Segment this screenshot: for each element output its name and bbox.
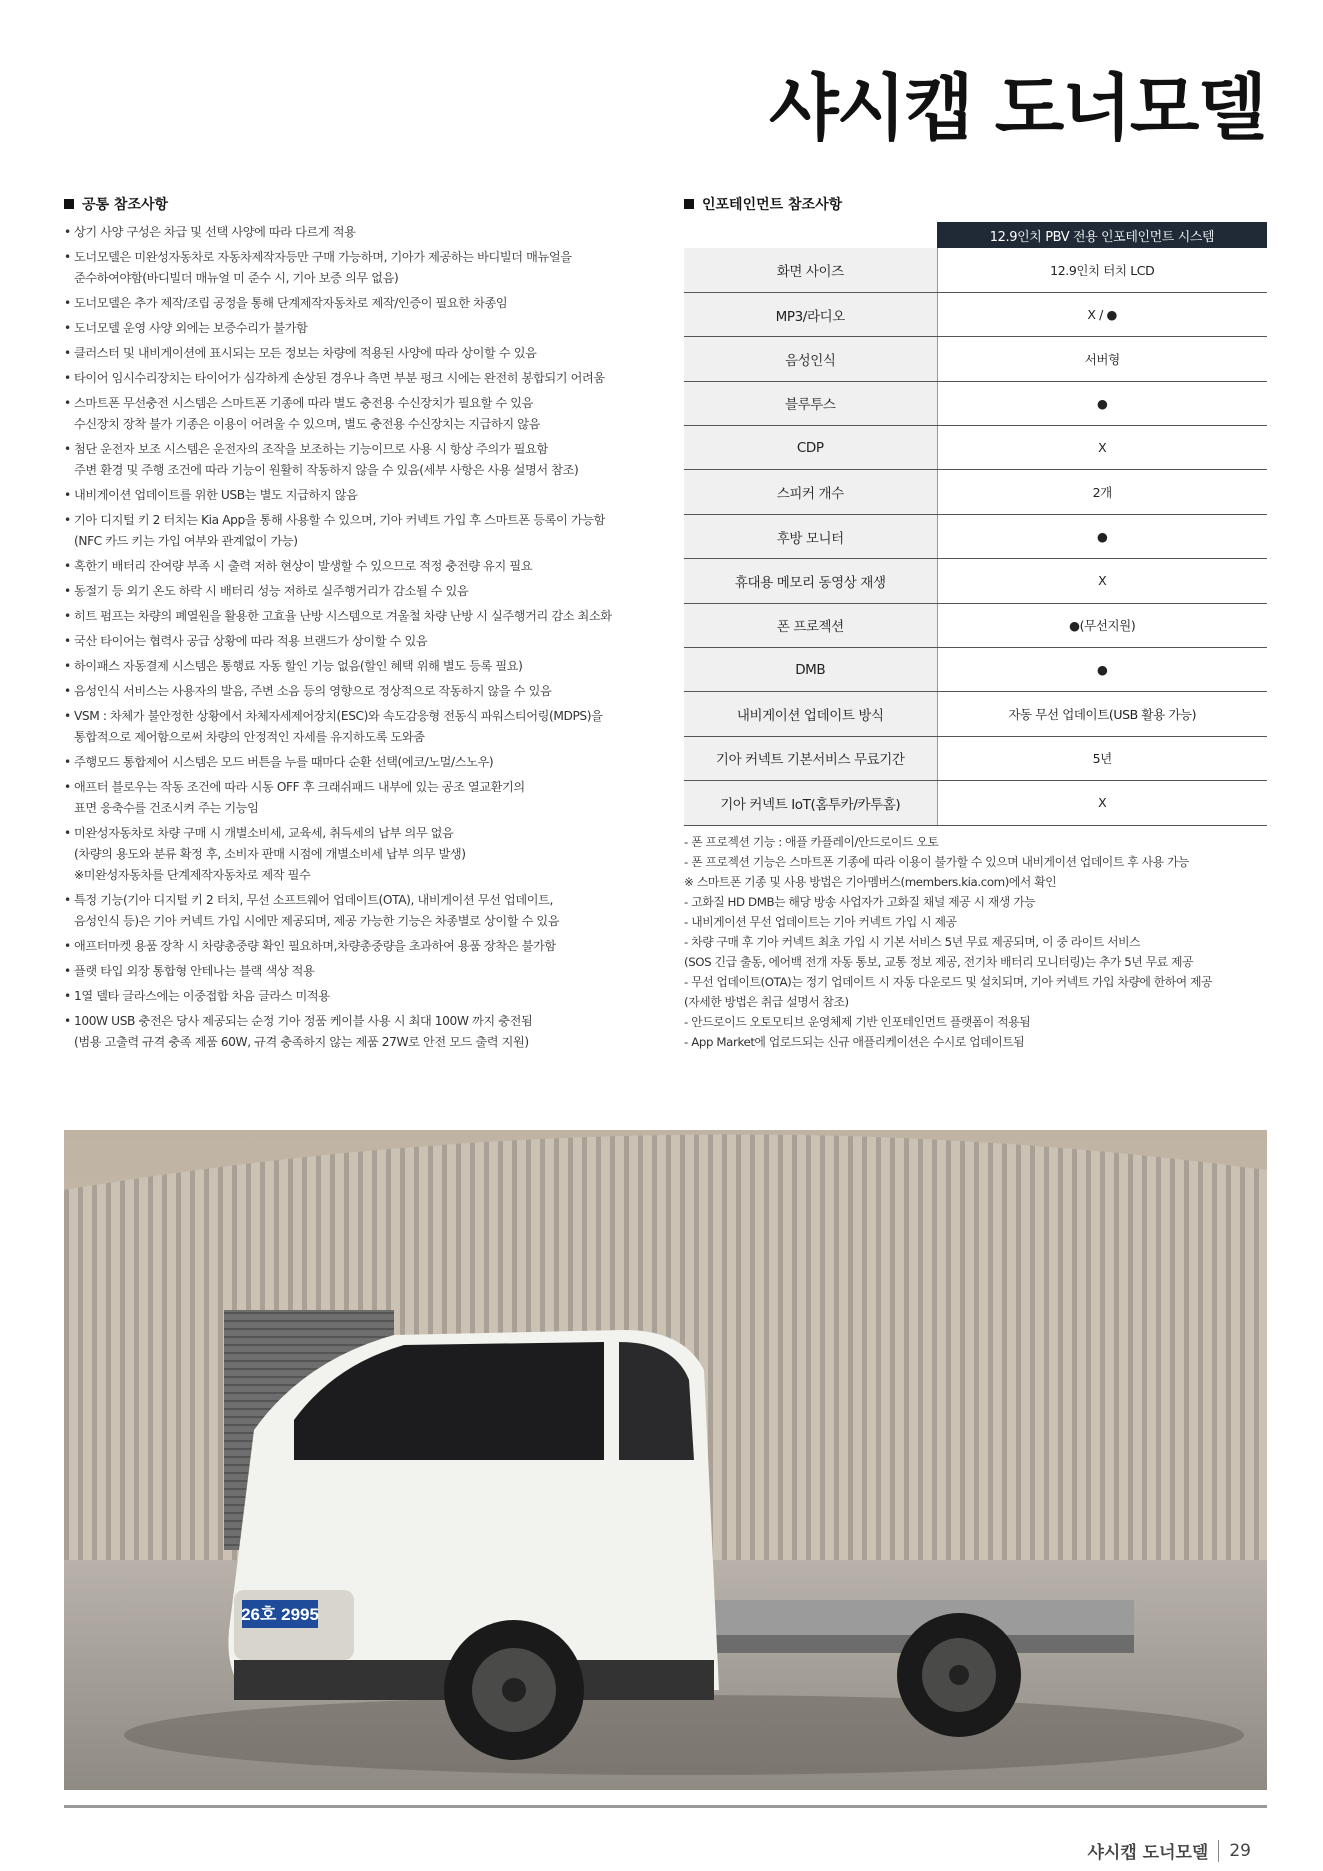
spec-label: 폰 프로젝션 — [684, 603, 937, 647]
common-note-item: • 애프터마켓 용품 장착 시 차량총중량 확인 필요하며,차량총중량을 초과하여 용품 장착은 불가함 — [64, 936, 644, 957]
table-row — [684, 781, 1267, 825]
infotainment-spec-table — [684, 222, 1267, 826]
table-row — [684, 736, 1267, 780]
infotainment-note-item: - 안드로이드 오토모티브 운영체제 기반 인포테인먼트 플랫폼이 적용됨 — [684, 1015, 1031, 1029]
spec-value: 5년 — [937, 736, 1267, 780]
infotainment-heading-text: 인포테인먼트 참조사항 — [702, 197, 843, 213]
common-note-item: • 타이어 임시수리장치는 타이어가 심각하게 손상된 경우나 측면 부분 펑크 시에는 완전히 봉합되기 어려움 — [64, 368, 644, 389]
wheel-front — [444, 1620, 584, 1760]
square-bullet-icon — [684, 199, 694, 209]
table-row — [684, 648, 1267, 692]
common-note-item: • 음성인식 서비스는 사용자의 발음, 주변 소음 등의 영향으로 정상적으로 작동하지 않을 수 있음 — [64, 681, 644, 702]
infotainment-note-item: - 폰 프로젝션 기능 : 애플 카플레이/안드로이드 오토 — [684, 835, 939, 849]
infotainment-note-item: - 내비게이션 무선 업데이트는 기아 커넥트 가입 시 제공 — [684, 915, 957, 929]
table-row — [684, 381, 1267, 425]
spec-value: 2개 — [937, 470, 1267, 514]
common-note-item: • 주행모드 통합제어 시스템은 모드 버튼을 누를 때마다 순환 선택(에코/노멀/스노우) — [64, 752, 644, 773]
common-note-item: • 특정 기능(기아 디지털 키 2 터치, 무선 소프트웨어 업데이트(OTA), 내비게이션 무선 업데이트, 음성인식 등)은 기아 커넥트 가입 시에만 제공되며, 제공 가능한 기능은 차종별로 상이할 수 있음 — [64, 890, 644, 932]
infotainment-note-item: - App Market에 업로드되는 신규 애플리케이션은 수시로 업데이트됨 — [684, 1035, 1025, 1049]
common-note-item: • VSM : 차체가 불안정한 상황에서 차체자세제어장치(ESC)와 속도감응형 전동식 파워스티어링(MDPS)을 통합적으로 제어함으로써 차량의 안정적인 자세를 유지하도록 도와줌 — [64, 706, 644, 748]
common-note-item: • 하이패스 자동결제 시스템은 통행료 자동 할인 기능 없음(할인 혜택 위해 별도 등록 필요) — [64, 656, 644, 677]
common-note-item: • 국산 타이어는 협력사 공급 상황에 따라 적용 브랜드가 상이할 수 있음 — [64, 631, 644, 652]
footer-title: 샤시캡 도너모델 — [1087, 1843, 1209, 1863]
common-note-item: • 100W USB 충전은 당사 제공되는 순정 기아 정품 케이블 사용 시 최대 100W 까지 충전됨 (범용 고출력 규격 충족 제품 60W, 규격 충족하지 않는 제품 27W로 안전 모드 출력 지원) — [64, 1011, 644, 1053]
common-notes-heading — [64, 194, 168, 214]
page-number: 29 — [1229, 1840, 1251, 1861]
common-note-item: • 미완성자동차로 차량 구매 시 개별소비세, 교육세, 취득세의 납부 의무 없음 (차량의 용도와 분류 확정 후, 소비자 판매 시점에 개별소비세 납부 의무 발생) ※미완성자동차를 단계제작자동차로 제작 필수 — [64, 823, 644, 886]
table-row — [684, 248, 1267, 292]
spec-value: X — [937, 426, 1267, 470]
table-header-empty — [684, 222, 937, 248]
common-note-item: • 플랫 타입 외장 통합형 안테나는 블랙 색상 적용 — [64, 961, 644, 982]
spec-label: 휴대용 메모리 동영상 재생 — [684, 559, 937, 603]
common-note-item: • 기아 디지털 키 2 터치는 Kia App을 통해 사용할 수 있으며, 기아 커넥트 가입 후 스마트폰 등록이 가능함 (NFC 카드 키는 가입 여부와 관계없이 가능) — [64, 510, 644, 552]
common-notes-list — [64, 222, 644, 1057]
spec-value: ● — [937, 514, 1267, 558]
spec-label: 스피커 개수 — [684, 470, 937, 514]
spec-value: 12.9인치 터치 LCD — [937, 248, 1267, 292]
spec-label: 음성인식 — [684, 337, 937, 381]
infotainment-heading — [684, 194, 842, 214]
table-header-column: 12.9인치 PBV 전용 인포테인먼트 시스템 — [937, 222, 1267, 248]
common-note-item: • 도너모델은 미완성자동차로 자동차제작자등만 구매 가능하며, 기아가 제공하는 바디빌더 매뉴얼을 준수하여야함(바디빌더 매뉴얼 미 준수 시, 기아 보증 의무 없음) — [64, 247, 644, 289]
table-row — [684, 292, 1267, 336]
spec-value: ● — [937, 648, 1267, 692]
footer-separator — [1218, 1840, 1219, 1862]
infotainment-note-item: - 고화질 HD DMB는 해당 방송 사업자가 고화질 채널 제공 시 재생 가능 — [684, 895, 1036, 909]
vehicle-photo — [64, 1130, 1267, 1790]
common-note-item: • 도너모델은 추가 제작/조립 공정을 통해 단계제작자동차로 제작/인증이 필요한 차종임 — [64, 293, 644, 314]
common-note-item: • 클러스터 및 내비게이션에 표시되는 모든 정보는 차량에 적용된 사양에 따라 상이할 수 있음 — [64, 343, 644, 364]
wheel-rear — [897, 1613, 1021, 1737]
infotainment-note-item: - 폰 프로젝션 기능은 스마트폰 기종에 따라 이용이 불가할 수 있으며 내비게이션 업데이트 후 사용 가능 ※ 스마트폰 기종 및 사용 방법은 기아멤버스(members.kia.com)에서 확인 — [684, 855, 1189, 889]
common-note-item: • 도너모델 운영 사양 외에는 보증수리가 불가함 — [64, 318, 644, 339]
spec-label: 블루투스 — [684, 381, 937, 425]
spec-label: 기아 커넥트 IoT(홈투카/카투홈) — [684, 781, 937, 825]
spec-label: 내비게이션 업데이트 방식 — [684, 692, 937, 736]
spec-label: 후방 모니터 — [684, 514, 937, 558]
common-notes-heading-text: 공통 참조사항 — [82, 197, 169, 213]
table-row — [684, 426, 1267, 470]
table-row — [684, 603, 1267, 647]
spec-label: DMB — [684, 648, 937, 692]
infotainment-note-item: - 차량 구매 후 기아 커넥트 최초 가입 시 기본 서비스 5년 무료 제공되며, 이 중 라이트 서비스 (SOS 긴급 출동, 에어백 전개 자동 통보, 교통 정보 제공, 전기차 배터리 모니터링)는 추가 5년 무료 제공 — [684, 935, 1194, 969]
infotainment-note-item: - 무선 업데이트(OTA)는 정기 업데이트 시 자동 다운로드 및 설치되며, 기아 커넥트 가입 차량에 한하여 제공 (자세한 방법은 취급 설명서 참조) — [684, 975, 1213, 1009]
spec-value: X / ● — [937, 292, 1267, 336]
table-row — [684, 514, 1267, 558]
spec-label: MP3/라디오 — [684, 292, 937, 336]
footer-divider — [64, 1805, 1267, 1808]
page-title: 샤시캡 도너모델 — [769, 66, 1265, 150]
table-row — [684, 692, 1267, 736]
table-row — [684, 559, 1267, 603]
common-note-item: • 첨단 운전자 보조 시스템은 운전자의 조작을 보조하는 기능이므로 사용 시 항상 주의가 필요함 주변 환경 및 주행 조건에 따라 기능이 원활히 작동하지 않을 수 있음(세부 사항은 사용 설명서 참조) — [64, 439, 644, 481]
square-bullet-icon — [64, 199, 74, 209]
common-note-item: • 스마트폰 무선충전 시스템은 스마트폰 기종에 따라 별도 충전용 수신장치가 필요할 수 있음 수신장치 장착 불가 기종은 이용이 어려울 수 있으며, 별도 충전용 수신장치는 지급하지 않음 — [64, 393, 644, 435]
table-row — [684, 470, 1267, 514]
infotainment-notes-list — [684, 832, 1284, 1052]
table-row — [684, 337, 1267, 381]
spec-value: X — [937, 559, 1267, 603]
spec-value: ● — [937, 381, 1267, 425]
common-note-item: • 동절기 등 외기 온도 하락 시 배터리 성능 저하로 실주행거리가 감소될 수 있음 — [64, 581, 644, 602]
spec-label: 화면 사이즈 — [684, 248, 937, 292]
common-note-item: • 혹한기 배터리 잔여량 부족 시 출력 저하 현상이 발생할 수 있으므로 적정 충전량 유지 필요 — [64, 556, 644, 577]
page-footer — [1087, 1838, 1251, 1863]
common-note-item: • 애프터 블로우는 작동 조건에 따라 시동 OFF 후 크래쉬패드 내부에 있는 공조 열교환기의 표면 응축수를 건조시켜 주는 기능임 — [64, 777, 644, 819]
spec-value: 서버형 — [937, 337, 1267, 381]
common-note-item: • 1열 델타 글라스에는 이중접합 차음 글라스 미적용 — [64, 986, 644, 1007]
common-note-item: • 상기 사양 구성은 차급 및 선택 사양에 따라 다르게 적용 — [64, 222, 644, 243]
spec-value: 자동 무선 업데이트(USB 활용 가능) — [937, 692, 1267, 736]
spec-value: ●(무선지원) — [937, 603, 1267, 647]
spec-label: 기아 커넥트 기본서비스 무료기간 — [684, 736, 937, 780]
license-plate: 26호 2995 — [241, 1605, 319, 1624]
spec-label: CDP — [684, 426, 937, 470]
common-note-item: • 히트 펌프는 차량의 폐열원을 활용한 고효율 난방 시스템으로 겨울철 차량 난방 시 실주행거리 감소 최소화 — [64, 606, 644, 627]
spec-value: X — [937, 781, 1267, 825]
common-note-item: • 내비게이션 업데이트를 위한 USB는 별도 지급하지 않음 — [64, 485, 644, 506]
